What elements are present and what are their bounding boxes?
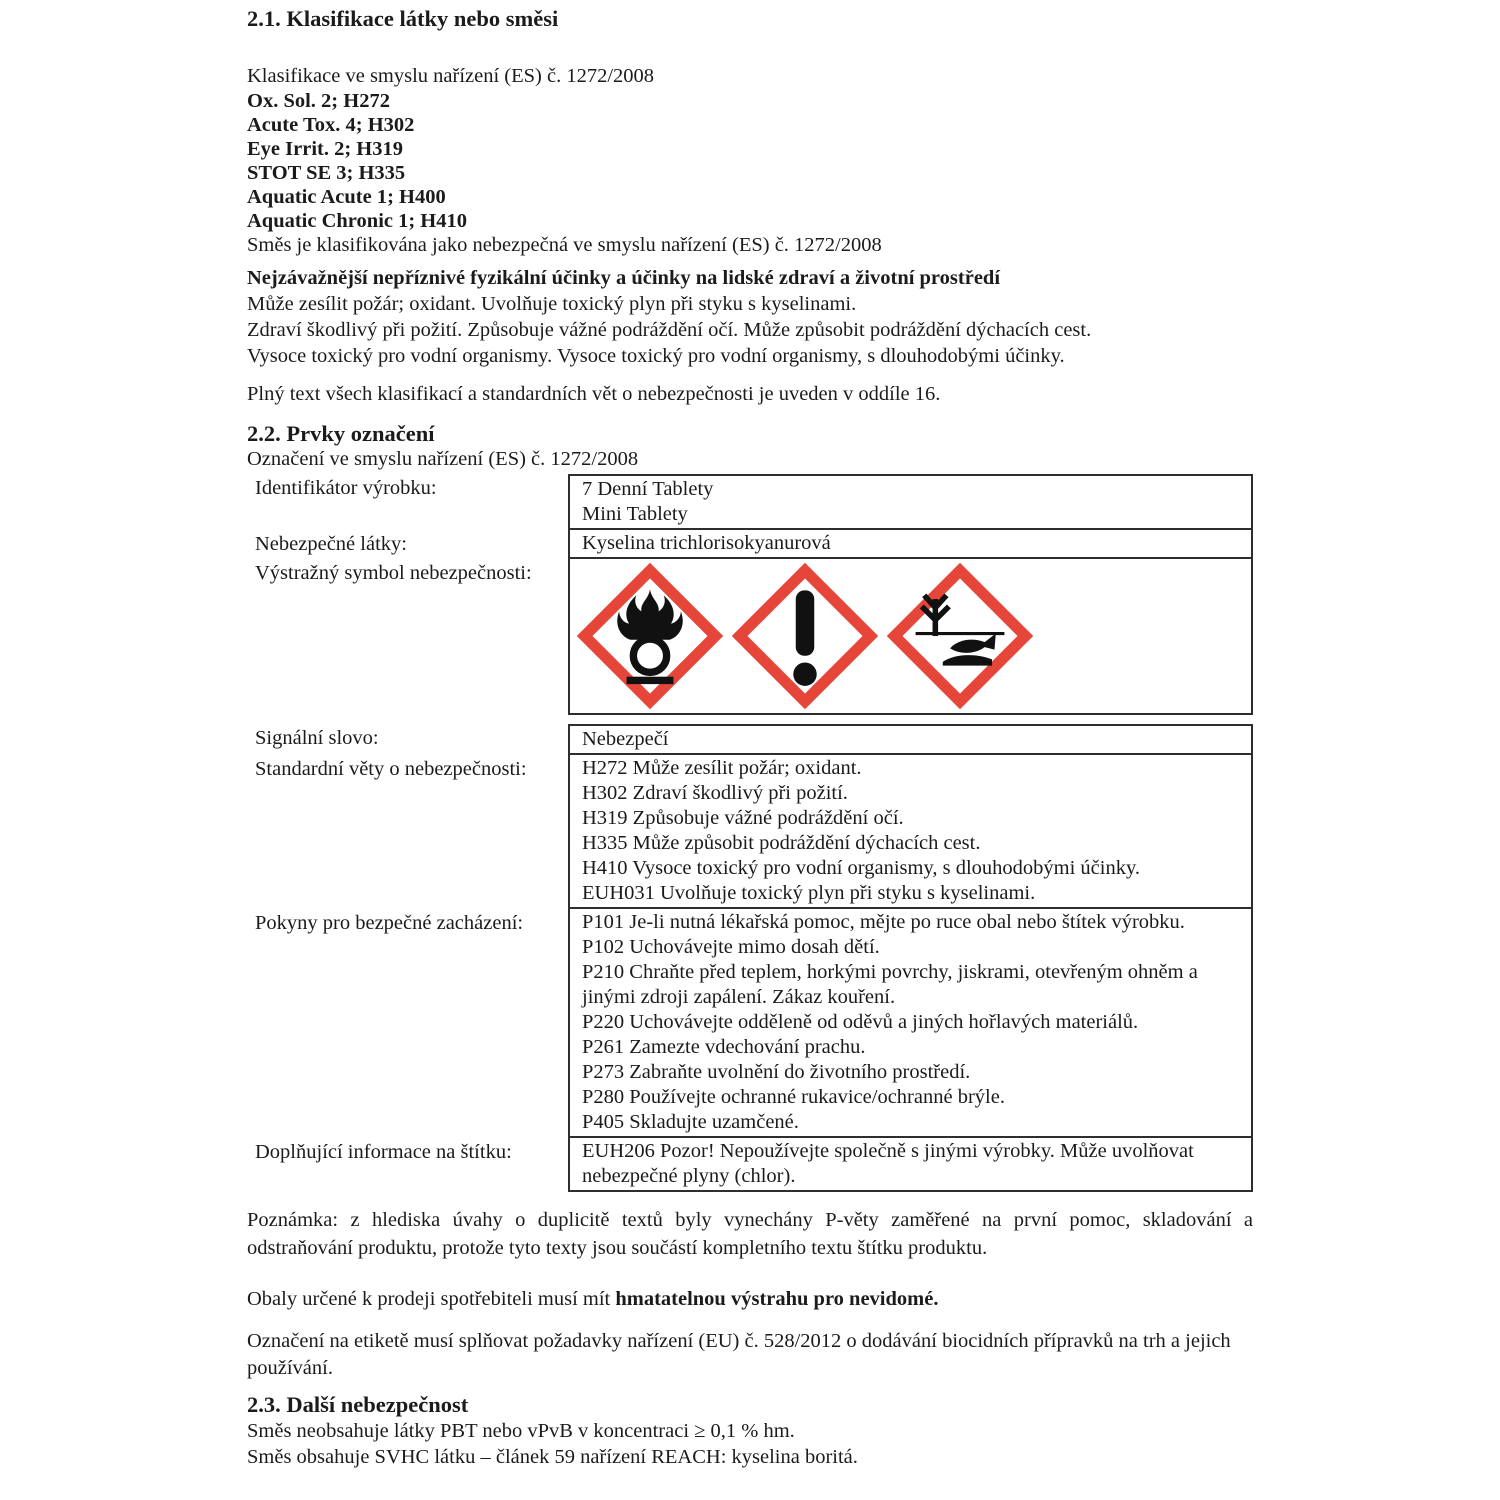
section-2-3-heading: 2.3. Další nebezpečnost xyxy=(247,1392,469,1417)
precautionary-statements-label: Pokyny pro bezpečné zacházení: xyxy=(255,912,524,934)
hazardous-substances-value: Kyselina trichlorisokyanurová xyxy=(568,530,1253,559)
section-2-2-heading: 2.2. Prvky označení xyxy=(247,421,435,446)
hazard-statements-label: Standardní věty o nebezpečnosti: xyxy=(255,758,527,780)
precautionary-statement-line: P101 Je-li nutná lékařská pomoc, mějte po ruce obal nebo štítek výrobku. xyxy=(582,911,1185,933)
precautionary-statement-line: P273 Zabraňte uvolnění do životního prostředí. xyxy=(582,1061,971,1083)
hazard-statement-line: H335 Může způsobit podráždění dýchacích cest. xyxy=(582,832,981,854)
product-name-line: Mini Tablety xyxy=(582,503,688,525)
hazard-statement-line: EUH031 Uvolňuje toxický plyn při styku s kyselinami. xyxy=(582,882,1036,904)
classification-item: STOT SE 3; H335 xyxy=(247,162,406,184)
classification-item: Aquatic Acute 1; H400 xyxy=(247,186,446,208)
precautionary-statement-line: P102 Uchovávejte mimo dosah dětí. xyxy=(582,936,880,958)
precautionary-statement-line: P261 Zamezte vdechování prachu. xyxy=(582,1036,866,1058)
mixture-classified-line: Směs je klasifikována jako nebezpečná ve smyslu nařízení (ES) č. 1272/2008 xyxy=(247,234,882,256)
supplemental-info-label: Doplňující informace na štítku: xyxy=(255,1141,512,1163)
pbt-vpvb-line: Směs neobsahuje látky PBT nebo vPvB v koncentraci ≥ 0,1 % hm. xyxy=(247,1420,795,1442)
signal-word-label: Signální slovo: xyxy=(255,727,379,749)
product-identifier-label: Identifikátor výrobku: xyxy=(255,477,437,499)
biocide-regulation-note: Označení na etiketě musí splňovat požadavky nařízení (EU) č. 528/2012 o dodávání biocidních přípravků na trh a jejich používání. xyxy=(247,1330,1231,1379)
hazard-statement-line: H319 Způsobuje vážné podráždění očí. xyxy=(582,807,904,829)
classification-list xyxy=(247,89,1253,233)
hazardous-substances-row xyxy=(247,530,1253,559)
tactile-warning-line xyxy=(247,1286,1253,1312)
hazard-statement-line: H410 Vysoce toxický pro vodní organismy, s dlouhodobými účinky. xyxy=(582,857,1141,879)
hazard-statement-line: H302 Zdraví škodlivý při požití. xyxy=(582,782,848,804)
signal-word-value: Nebezpečí xyxy=(568,724,1253,755)
ghs03-flame-over-circle-icon xyxy=(576,562,724,710)
ghs07-exclamation-mark-icon xyxy=(731,562,879,710)
classification-item: Ox. Sol. 2; H272 xyxy=(247,90,390,112)
precautionary-statements-value xyxy=(568,909,1253,1138)
supplemental-info-row xyxy=(247,1138,1253,1192)
tactile-warning-prefix: Obaly určené k prodeji spotřebiteli musí mít xyxy=(247,1288,616,1310)
precautionary-statement-line: P210 Chraňte před teplem, horkými povrchy, jiskrami, otevřeným ohněm a jinými zdroji zapálení. Zákaz kouření. xyxy=(582,961,1198,1008)
classification-item: Eye Irrit. 2; H319 xyxy=(247,138,403,160)
product-identifier-value xyxy=(568,474,1253,530)
svhc-line: Směs obsahuje SVHC látku – článek 59 nařízení REACH: kyselina boritá. xyxy=(247,1446,858,1468)
adverse-effect-line: Zdraví škodlivý při požití. Způsobuje vážné podráždění očí. Může způsobit podráždění dýchacích cest. xyxy=(247,319,1092,341)
ghs09-environment-icon xyxy=(886,562,1034,710)
signal-word-row xyxy=(247,724,1253,755)
full-text-note: Plný text všech klasifikací a standardních vět o nebezpečnosti je uveden v oddíle 16. xyxy=(247,383,941,405)
hazard-pictogram-cell xyxy=(568,559,1253,715)
precautionary-statement-line: P405 Skladujte uzamčené. xyxy=(582,1111,799,1133)
section-2-1-heading: 2.1. Klasifikace látky nebo směsi xyxy=(247,6,559,31)
hazard-statement-line: H272 Může zesílit požár; oxidant. xyxy=(582,757,862,779)
hazardous-substances-label: Nebezpečné látky: xyxy=(255,533,407,555)
precautionary-statements-row xyxy=(247,909,1253,1138)
supplemental-info-value: EUH206 Pozor! Nepoužívejte společně s jinými výrobky. Může uvolňovat nebezpečné plyny (chlor). xyxy=(568,1138,1253,1192)
precautionary-statement-line: P280 Používejte ochranné rukavice/ochranné brýle. xyxy=(582,1086,1005,1108)
adverse-effects-heading: Nejzávažnější nepříznivé fyzikální účinky a účinky na lidské zdraví a životní prostředí xyxy=(247,267,1001,289)
precautionary-statement-line: P220 Uchovávejte odděleně od oděvů a jiných hořlavých materiálů. xyxy=(582,1011,1139,1033)
note-paragraph: Poznámka: z hlediska úvahy o duplicitě textů byly vynechány P-věty zaměřené na první pomoc, skladování a odstraňování produktu, protože tyto texty jsou součástí kompletního textu štítku produktu. xyxy=(247,1209,1253,1259)
product-name-line: 7 Denní Tablety xyxy=(582,478,714,500)
hazard-pictogram-row xyxy=(247,559,1253,715)
label-elements-table xyxy=(247,474,1253,1192)
classification-regulation-line: Klasifikace ve smyslu nařízení (ES) č. 1272/2008 xyxy=(247,65,655,87)
hazard-statements-value xyxy=(568,755,1253,909)
product-identifier-row xyxy=(247,474,1253,530)
hazard-statements-row xyxy=(247,755,1253,909)
classification-item: Acute Tox. 4; H302 xyxy=(247,114,415,136)
adverse-effect-line: Může zesílit požár; oxidant. Uvolňuje toxický plyn při styku s kyselinami. xyxy=(247,293,857,315)
classification-item: Aquatic Chronic 1; H410 xyxy=(247,210,468,232)
labelling-regulation-line: Označení ve smyslu nařízení (ES) č. 1272/2008 xyxy=(247,448,639,470)
tactile-warning-bold: hmatatelnou výstrahu pro nevidomé. xyxy=(615,1288,939,1310)
hazard-pictogram-label: Výstražný symbol nebezpečnosti: xyxy=(255,562,532,584)
adverse-effect-line: Vysoce toxický pro vodní organismy. Vysoce toxický pro vodní organismy, s dlouhodobými účinky. xyxy=(247,345,1065,367)
